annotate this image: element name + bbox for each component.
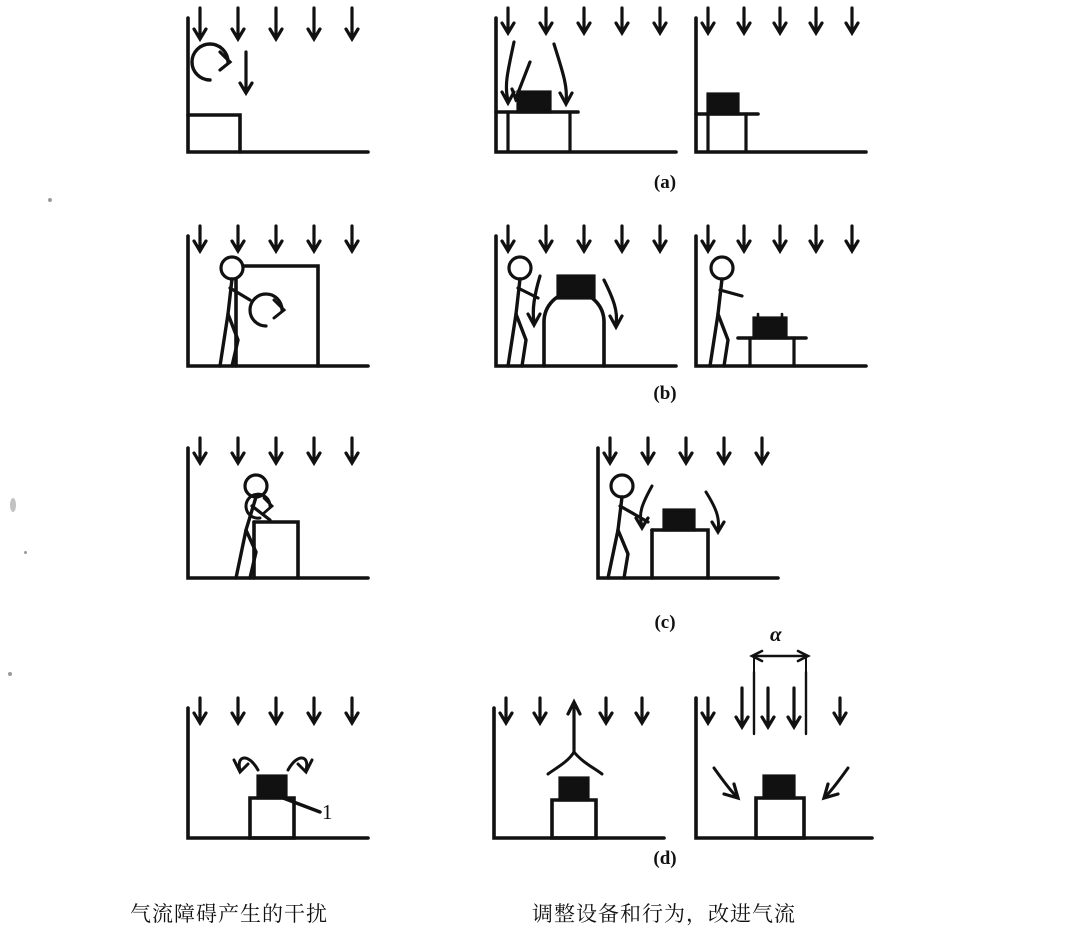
panel-a3-bench-block-low — [680, 0, 870, 175]
downflow-arrows — [502, 8, 666, 33]
panel-c2-operator-beside-bench — [580, 430, 780, 595]
panel-b1-operator-shelf-vortex — [170, 218, 370, 393]
row-label-a: (a) — [653, 172, 677, 193]
panel-d2-equipment-updraft — [478, 690, 668, 850]
row-label-d: (d) — [653, 848, 677, 869]
downflow-arrows — [702, 688, 846, 727]
panel-a1-bench-vortex — [170, 0, 370, 175]
row-label-b: (b) — [653, 383, 677, 404]
panel-d3-equipment-angle-alpha — [680, 634, 880, 850]
row-label-c: (c) — [654, 612, 676, 633]
downflow-arrows — [702, 226, 858, 251]
panel-b3-operator-low-bench — [680, 218, 870, 393]
downflow-arrows — [502, 226, 666, 251]
panel-d1-equipment-twin-vortices — [170, 690, 370, 850]
downflow-arrows — [194, 8, 358, 39]
caption-right: 调整设备和行为，改进气流 — [532, 902, 796, 926]
scan-speck — [48, 198, 52, 202]
downflow-arrows — [194, 226, 358, 251]
panel-a2-bench-block-deflect — [478, 0, 678, 175]
downflow-arrows — [702, 8, 858, 33]
alpha-symbol: α — [770, 622, 782, 646]
downflow-arrows — [194, 698, 358, 723]
panel-b2-operator-arch-flow — [478, 218, 678, 393]
caption-left: 气流障碍产生的干扰 — [130, 902, 328, 926]
scan-speck — [8, 672, 12, 676]
downflow-arrows — [604, 438, 768, 463]
panel-c1-operator-over-bench-vortex — [170, 430, 370, 595]
scan-speck — [24, 551, 27, 554]
callout-label-1: 1 — [322, 800, 333, 824]
scan-speck — [10, 498, 16, 512]
downflow-arrows — [194, 438, 358, 463]
